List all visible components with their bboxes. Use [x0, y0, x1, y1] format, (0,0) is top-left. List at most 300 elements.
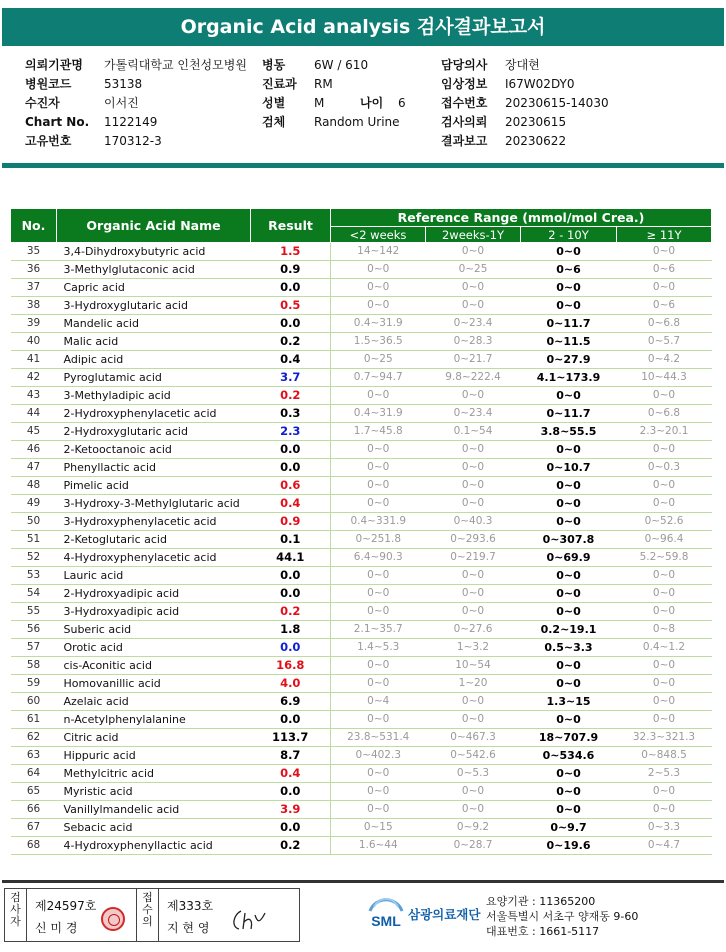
row-number: 53 [11, 567, 57, 585]
approver-label: 접수의 [137, 889, 159, 941]
table-row [11, 603, 712, 621]
ref-lt2weeks: 0~0 [331, 711, 426, 729]
table-row [11, 495, 712, 513]
row-number: 45 [11, 423, 57, 441]
result-value: 0.2 [251, 603, 331, 621]
result-value: 0.2 [251, 837, 331, 855]
ref-2-10y: 0~0 [521, 567, 617, 585]
acid-name: 3-Hydroxyphenylacetic acid [57, 513, 251, 531]
approver-license-no: 제333호 [167, 899, 214, 913]
ref-2weeks-1y: 1~20 [426, 675, 521, 693]
table-row [11, 369, 712, 387]
ref-ge11y: 0~0 [617, 243, 712, 261]
ref-2-10y: 0~69.9 [521, 549, 617, 567]
lab-info [486, 894, 638, 939]
ref-2weeks-1y: 0~9.2 [426, 819, 521, 837]
lab-address: 서울특별시 서초구 양재동 9-60 [486, 910, 639, 923]
unique-id-label: 고유번호 [25, 134, 72, 148]
ref-2-10y: 0~0 [521, 297, 617, 315]
sex-value: M [314, 96, 325, 110]
table-row [11, 261, 712, 279]
acid-name: Malic acid [57, 333, 251, 351]
result-value: 0.0 [251, 585, 331, 603]
ref-lt2weeks: 0~0 [331, 459, 426, 477]
ref-ge11y: 0~0 [617, 693, 712, 711]
result-value: 0.0 [251, 819, 331, 837]
ref-2-10y: 0~6 [521, 261, 617, 279]
ref-2-10y: 0~11.7 [521, 405, 617, 423]
table-row [11, 801, 712, 819]
row-number: 58 [11, 657, 57, 675]
table-row [11, 423, 712, 441]
ref-2weeks-1y: 0~40.3 [426, 513, 521, 531]
row-number: 60 [11, 693, 57, 711]
request-date-value: 20230615 [505, 115, 567, 129]
table-row [11, 315, 712, 333]
header-no: No. [11, 209, 57, 243]
result-value: 0.9 [251, 261, 331, 279]
age-label: 나이 [360, 96, 384, 110]
chart-no-label: Chart No. [25, 115, 90, 129]
row-number: 50 [11, 513, 57, 531]
row-number: 68 [11, 837, 57, 855]
ref-2weeks-1y: 0~0 [426, 585, 521, 603]
row-number: 49 [11, 495, 57, 513]
ref-2weeks-1y: 0~21.7 [426, 351, 521, 369]
ref-ge11y: 0~848.5 [617, 747, 712, 765]
report-title: Organic Acid analysis 검사결과보고서 [2, 8, 724, 46]
table-row [11, 513, 712, 531]
ref-2weeks-1y: 0~0 [426, 243, 521, 261]
header-result: Result [251, 209, 331, 243]
result-value: 8.7 [251, 747, 331, 765]
acid-name: 4-Hydroxyphenyllactic acid [57, 837, 251, 855]
ref-2-10y: 0~11.5 [521, 333, 617, 351]
ref-2weeks-1y: 0~5.3 [426, 765, 521, 783]
ref-lt2weeks: 0~0 [331, 657, 426, 675]
acid-name: Hippuric acid [57, 747, 251, 765]
header-ref-ge11y: ≥ 11Y [617, 227, 712, 243]
acid-name: 2-Hydroxyglutaric acid [57, 423, 251, 441]
acid-name: 3-Hydroxy-3-Methylglutaric acid [57, 495, 251, 513]
organization-name: 삼광의료재단 [408, 907, 481, 922]
acid-name: 3-Hydroxyadipic acid [57, 603, 251, 621]
ref-ge11y: 0~6 [617, 297, 712, 315]
department-value: RM [314, 77, 333, 91]
ref-ge11y: 2.3~20.1 [617, 423, 712, 441]
ref-2-10y: 0~0 [521, 585, 617, 603]
ref-2weeks-1y: 0~542.6 [426, 747, 521, 765]
row-number: 44 [11, 405, 57, 423]
table-row [11, 765, 712, 783]
acid-name: 2-Ketoglutaric acid [57, 531, 251, 549]
ref-ge11y: 0~6.8 [617, 405, 712, 423]
row-number: 61 [11, 711, 57, 729]
row-number: 57 [11, 639, 57, 657]
ref-lt2weeks: 0~15 [331, 819, 426, 837]
ref-ge11y: 0.4~1.2 [617, 639, 712, 657]
report-date-label: 결과보고 [441, 134, 488, 148]
sml-logo-text: SML [371, 913, 401, 929]
ref-lt2weeks: 0~0 [331, 603, 426, 621]
table-row [11, 279, 712, 297]
ref-lt2weeks: 0~4 [331, 693, 426, 711]
acid-name: Lauric acid [57, 567, 251, 585]
row-number: 59 [11, 675, 57, 693]
ref-2weeks-1y: 9.8~222.4 [426, 369, 521, 387]
ref-lt2weeks: 0~0 [331, 261, 426, 279]
ref-lt2weeks: 0~0 [331, 585, 426, 603]
ref-2weeks-1y: 0~28.7 [426, 837, 521, 855]
hospital-code-label: 병원코드 [25, 77, 72, 91]
ref-lt2weeks: 1.7~45.8 [331, 423, 426, 441]
ref-lt2weeks: 0~0 [331, 297, 426, 315]
result-value: 2.3 [251, 423, 331, 441]
header-divider [2, 163, 724, 168]
ref-ge11y: 0~0 [617, 495, 712, 513]
patient-value: 이서진 [104, 96, 139, 110]
acid-name: Adipic acid [57, 351, 251, 369]
ref-2-10y: 0.5~3.3 [521, 639, 617, 657]
header-ref-2weeks-1y: 2weeks-1Y [426, 227, 521, 243]
ref-ge11y: 0~0 [617, 603, 712, 621]
ref-lt2weeks: 1.5~36.5 [331, 333, 426, 351]
row-number: 36 [11, 261, 57, 279]
table-row [11, 819, 712, 837]
ref-2weeks-1y: 0~0 [426, 459, 521, 477]
ref-ge11y: 0~3.3 [617, 819, 712, 837]
ref-2-10y: 0~0 [521, 711, 617, 729]
result-value: 0.0 [251, 639, 331, 657]
result-value: 0.0 [251, 459, 331, 477]
examiner-label: 검사자 [5, 889, 27, 941]
ref-2-10y: 0~534.6 [521, 747, 617, 765]
acid-name: Myristic acid [57, 783, 251, 801]
ref-ge11y: 0~6.8 [617, 315, 712, 333]
ref-2-10y: 1.3~15 [521, 693, 617, 711]
ref-2weeks-1y: 0~293.6 [426, 531, 521, 549]
receipt-no-label: 접수번호 [441, 96, 488, 110]
ref-lt2weeks: 0~0 [331, 801, 426, 819]
table-row [11, 639, 712, 657]
ref-ge11y: 0~0 [617, 675, 712, 693]
chart-no-value: 1122149 [104, 115, 158, 129]
ref-2-10y: 3.8~55.5 [521, 423, 617, 441]
ref-2weeks-1y: 0~0 [426, 711, 521, 729]
table-row [11, 621, 712, 639]
result-value: 6.9 [251, 693, 331, 711]
age-value: 6 [398, 96, 406, 110]
ref-ge11y: 2~5.3 [617, 765, 712, 783]
table-row [11, 567, 712, 585]
patient-info-col2 [262, 56, 406, 132]
report-date-value: 20230622 [505, 134, 567, 148]
ref-lt2weeks: 1.6~44 [331, 837, 426, 855]
row-number: 51 [11, 531, 57, 549]
ref-2-10y: 0~9.7 [521, 819, 617, 837]
ref-lt2weeks: 0.7~94.7 [331, 369, 426, 387]
acid-name: 3-Methylglutaconic acid [57, 261, 251, 279]
ref-2-10y: 0~0 [521, 765, 617, 783]
acid-name: n-Acetylphenylalanine [57, 711, 251, 729]
ref-lt2weeks: 0~0 [331, 441, 426, 459]
request-date-label: 검사의뢰 [441, 115, 488, 129]
ref-ge11y: 0~52.6 [617, 513, 712, 531]
patient-label: 수진자 [25, 96, 60, 110]
table-row [11, 531, 712, 549]
signature-box [4, 888, 300, 942]
table-row [11, 585, 712, 603]
ref-2weeks-1y: 0~219.7 [426, 549, 521, 567]
ref-2weeks-1y: 0~0 [426, 477, 521, 495]
ref-2weeks-1y: 0~23.4 [426, 405, 521, 423]
doctor-label: 담당의사 [441, 58, 488, 72]
ref-2weeks-1y: 0~0 [426, 603, 521, 621]
ref-ge11y: 0~0 [617, 387, 712, 405]
ref-2-10y: 0~0 [521, 513, 617, 531]
unique-id-value: 170312-3 [104, 134, 162, 148]
doctor-value: 장대현 [505, 58, 540, 72]
ref-ge11y: 0~0 [617, 477, 712, 495]
ref-2-10y: 0~11.7 [521, 315, 617, 333]
ref-ge11y: 10~44.3 [617, 369, 712, 387]
acid-name: 2-Ketooctanoic acid [57, 441, 251, 459]
ref-lt2weeks: 2.1~35.7 [331, 621, 426, 639]
clinical-info-value: I67W02DY0 [505, 77, 575, 91]
result-value: 44.1 [251, 549, 331, 567]
table-row [11, 747, 712, 765]
acid-name: Vanillylmandelic acid [57, 801, 251, 819]
ref-2-10y: 18~707.9 [521, 729, 617, 747]
acid-name: Phenyllactic acid [57, 459, 251, 477]
ref-lt2weeks: 0~0 [331, 567, 426, 585]
table-row [11, 333, 712, 351]
result-value: 0.0 [251, 567, 331, 585]
row-number: 40 [11, 333, 57, 351]
specimen-value: Random Urine [314, 115, 400, 129]
header-ref-2-10y: 2 - 10Y [521, 227, 617, 243]
institution-code: 요양기관 : 11365200 [486, 895, 596, 908]
result-value: 113.7 [251, 729, 331, 747]
sex-label: 성별 [262, 96, 286, 110]
result-value: 0.1 [251, 531, 331, 549]
row-number: 54 [11, 585, 57, 603]
ref-lt2weeks: 1.4~5.3 [331, 639, 426, 657]
acid-name: Azelaic acid [57, 693, 251, 711]
result-value: 0.9 [251, 513, 331, 531]
ref-2-10y: 0~0 [521, 657, 617, 675]
hospital-code-value: 53138 [104, 77, 143, 91]
ref-ge11y: 0~0.3 [617, 459, 712, 477]
ref-2weeks-1y: 0~0 [426, 693, 521, 711]
institution-label: 의뢰기관명 [25, 58, 83, 72]
row-number: 35 [11, 243, 57, 261]
ref-ge11y: 0~96.4 [617, 531, 712, 549]
ref-ge11y: 0~4.7 [617, 837, 712, 855]
table-row [11, 549, 712, 567]
ref-2-10y: 0.2~19.1 [521, 621, 617, 639]
ref-2-10y: 0~0 [521, 243, 617, 261]
ref-2-10y: 0~10.7 [521, 459, 617, 477]
ref-2weeks-1y: 0~27.6 [426, 621, 521, 639]
ref-ge11y: 0~0 [617, 801, 712, 819]
table-row [11, 693, 712, 711]
ref-lt2weeks: 0.4~331.9 [331, 513, 426, 531]
sml-logo-icon [364, 895, 408, 935]
result-value: 0.5 [251, 297, 331, 315]
table-row [11, 351, 712, 369]
row-number: 48 [11, 477, 57, 495]
ref-lt2weeks: 0.4~31.9 [331, 405, 426, 423]
header-ref-lt2weeks: <2 weeks [331, 227, 426, 243]
acid-name: Methylcitric acid [57, 765, 251, 783]
table-row [11, 657, 712, 675]
ref-2-10y: 0~0 [521, 801, 617, 819]
row-number: 64 [11, 765, 57, 783]
acid-name: Citric acid [57, 729, 251, 747]
result-value: 0.4 [251, 351, 331, 369]
table-row [11, 297, 712, 315]
ref-2weeks-1y: 0.1~54 [426, 423, 521, 441]
ref-2-10y: 0~19.6 [521, 837, 617, 855]
ref-2-10y: 0~27.9 [521, 351, 617, 369]
ref-2weeks-1y: 0~0 [426, 297, 521, 315]
ref-lt2weeks: 0~402.3 [331, 747, 426, 765]
result-value: 0.0 [251, 315, 331, 333]
acid-name: cis-Aconitic acid [57, 657, 251, 675]
ref-ge11y: 0~5.7 [617, 333, 712, 351]
result-value: 3.9 [251, 801, 331, 819]
acid-name: 2-Hydroxyadipic acid [57, 585, 251, 603]
footer-divider [2, 880, 724, 883]
clinical-info-label: 임상정보 [441, 77, 488, 91]
ref-ge11y: 0~0 [617, 441, 712, 459]
ref-2-10y: 0~0 [521, 441, 617, 459]
result-value: 0.0 [251, 783, 331, 801]
ref-2weeks-1y: 0~0 [426, 801, 521, 819]
row-number: 46 [11, 441, 57, 459]
ref-2-10y: 0~0 [521, 477, 617, 495]
result-value: 0.0 [251, 279, 331, 297]
row-number: 67 [11, 819, 57, 837]
result-value: 0.6 [251, 477, 331, 495]
ref-lt2weeks: 0~0 [331, 765, 426, 783]
ref-2-10y: 0~0 [521, 495, 617, 513]
results-table [10, 208, 712, 855]
ref-lt2weeks: 0.4~31.9 [331, 315, 426, 333]
row-number: 56 [11, 621, 57, 639]
row-number: 55 [11, 603, 57, 621]
acid-name: 2-Hydroxyphenylacetic acid [57, 405, 251, 423]
table-row [11, 837, 712, 855]
result-value: 0.4 [251, 765, 331, 783]
acid-name: 3-Methyladipic acid [57, 387, 251, 405]
row-number: 65 [11, 783, 57, 801]
ward-value: 6W / 610 [314, 58, 369, 72]
result-value: 0.2 [251, 333, 331, 351]
result-value: 0.2 [251, 387, 331, 405]
acid-name: Suberic acid [57, 621, 251, 639]
table-row [11, 675, 712, 693]
ref-ge11y: 0~8 [617, 621, 712, 639]
ref-2weeks-1y: 0~23.4 [426, 315, 521, 333]
table-row [11, 477, 712, 495]
table-row [11, 405, 712, 423]
table-row [11, 711, 712, 729]
specimen-label: 검체 [262, 115, 286, 129]
lab-phone: 대표번호 : 1661-5117 [486, 925, 600, 938]
ref-ge11y: 0~6 [617, 261, 712, 279]
approver-name: 지 현 영 [167, 921, 210, 935]
result-value: 0.3 [251, 405, 331, 423]
ref-ge11y: 0~0 [617, 783, 712, 801]
ref-ge11y: 5.2~59.8 [617, 549, 712, 567]
ref-lt2weeks: 0~0 [331, 279, 426, 297]
acid-name: Pyroglutamic acid [57, 369, 251, 387]
table-row [11, 441, 712, 459]
acid-name: Pimelic acid [57, 477, 251, 495]
ref-2weeks-1y: 0~28.3 [426, 333, 521, 351]
seal-stamp-icon [101, 907, 125, 931]
examiner-name: 신 미 경 [35, 921, 78, 935]
row-number: 41 [11, 351, 57, 369]
ref-lt2weeks: 0~0 [331, 783, 426, 801]
acid-name: 3,4-Dihydroxybutyric acid [57, 243, 251, 261]
signature-icon [227, 907, 267, 935]
result-value: 0.0 [251, 711, 331, 729]
ref-2weeks-1y: 10~54 [426, 657, 521, 675]
row-number: 37 [11, 279, 57, 297]
result-value: 0.0 [251, 441, 331, 459]
table-row [11, 459, 712, 477]
row-number: 43 [11, 387, 57, 405]
ref-2weeks-1y: 0~0 [426, 279, 521, 297]
patient-info-col3 [441, 56, 609, 151]
ref-2-10y: 0~0 [521, 603, 617, 621]
ref-ge11y: 0~0 [617, 567, 712, 585]
ref-lt2weeks: 0~0 [331, 387, 426, 405]
row-number: 63 [11, 747, 57, 765]
acid-name: Sebacic acid [57, 819, 251, 837]
table-row [11, 729, 712, 747]
row-number: 62 [11, 729, 57, 747]
acid-name: 3-Hydroxyglutaric acid [57, 297, 251, 315]
ref-2weeks-1y: 0~25 [426, 261, 521, 279]
ref-lt2weeks: 23.8~531.4 [331, 729, 426, 747]
ref-2weeks-1y: 0~467.3 [426, 729, 521, 747]
ref-lt2weeks: 0~251.8 [331, 531, 426, 549]
ref-2weeks-1y: 0~0 [426, 387, 521, 405]
ref-2-10y: 0~307.8 [521, 531, 617, 549]
result-value: 1.8 [251, 621, 331, 639]
ref-2weeks-1y: 1~3.2 [426, 639, 521, 657]
acid-name: Mandelic acid [57, 315, 251, 333]
receipt-no-value: 20230615-14030 [505, 96, 609, 110]
ref-lt2weeks: 0~0 [331, 477, 426, 495]
ref-lt2weeks: 0~25 [331, 351, 426, 369]
result-value: 4.0 [251, 675, 331, 693]
ref-ge11y: 0~4.2 [617, 351, 712, 369]
result-value: 16.8 [251, 657, 331, 675]
acid-name: Capric acid [57, 279, 251, 297]
ref-ge11y: 0~0 [617, 585, 712, 603]
ref-2weeks-1y: 0~0 [426, 495, 521, 513]
table-row [11, 387, 712, 405]
acid-name: Homovanillic acid [57, 675, 251, 693]
examiner-license-no: 제24597호 [35, 899, 97, 913]
table-row [11, 783, 712, 801]
ref-ge11y: 32.3~321.3 [617, 729, 712, 747]
